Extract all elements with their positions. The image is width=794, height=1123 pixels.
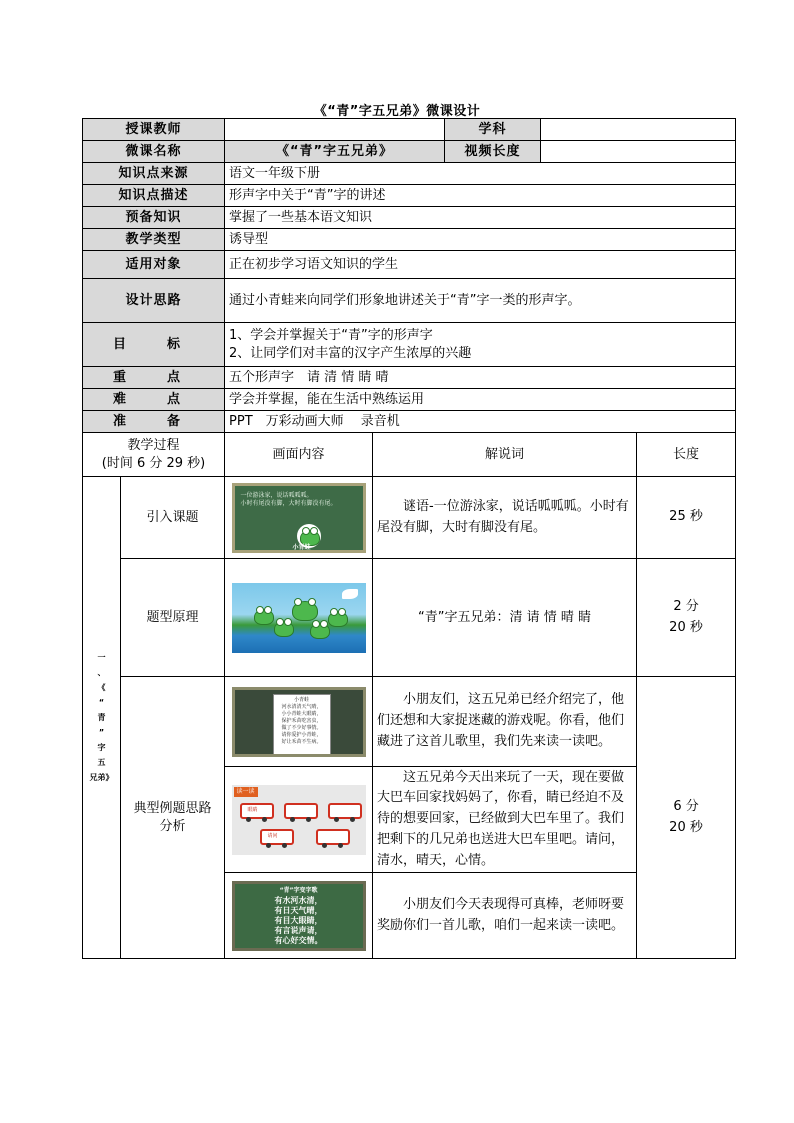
narration-intro: 谜语-一位游泳家，说话呱呱呱。小时有尾没有脚，大时有脚没有尾。 <box>373 477 637 559</box>
teacher-label: 授课教师 <box>83 119 225 141</box>
poem-slide-image <box>232 687 366 757</box>
stage-principle: 题型原理 <box>121 559 225 677</box>
narration-chalk: 小朋友们今天表现得可真棒，老师呀要奖励你们一首儿歌，咱们一起来读一读吧。 <box>373 873 637 959</box>
subject-label: 学科 <box>445 119 541 141</box>
goal-line-2: 2、让同学们对丰富的汉字产生浓厚的兴趣 <box>229 345 472 361</box>
section-char: 青 <box>97 713 106 722</box>
read-tag: 读一读 <box>234 787 258 797</box>
stage-analysis-line: 典型例题思路 <box>133 800 212 816</box>
type-label: 教学类型 <box>83 229 225 251</box>
chalkboard-text <box>235 884 363 946</box>
chalkboard-poem-image <box>232 881 366 951</box>
course-name-value: 《“青”字五兄弟》 <box>225 141 445 163</box>
process-header-line-1: 教学过程 <box>127 437 180 453</box>
process-header-line-2: (时间 6 分 29 秒) <box>101 455 206 471</box>
stage-intro: 引入课题 <box>121 477 225 559</box>
narration-principle: “青”字五兄弟：清 请 情 晴 睛 <box>373 559 637 677</box>
poem-line: 河水清清天气晴， <box>281 703 322 710</box>
length-intro-line: 25 秒 <box>669 509 703 525</box>
length-intro <box>637 477 736 559</box>
frog-icon <box>328 611 348 627</box>
section-char: 五 <box>97 758 106 767</box>
col-screen-header: 画面内容 <box>225 433 373 477</box>
frog-badge-label: 小青蛙 <box>292 543 311 551</box>
document-title: 《“青”字五兄弟》微课设计 <box>313 104 481 119</box>
poem-line: 做了不少好事情。 <box>281 724 322 731</box>
difficulty-label: 难 点 <box>83 389 225 411</box>
poem-line: 保护禾苗吃害虫， <box>281 717 322 724</box>
bird-icon <box>342 589 358 599</box>
bus-word: 请问 <box>267 832 278 839</box>
frog-icon <box>310 623 330 639</box>
audience-label: 适用对象 <box>83 251 225 279</box>
poem-card <box>273 694 331 757</box>
description-value: 形声字中关于“青”字的讲述 <box>225 185 736 207</box>
col-narration-header: 解说词 <box>373 433 637 477</box>
lesson-design-table <box>82 118 736 959</box>
frog-pond-scene-image <box>232 583 366 653</box>
riddle-slide-line: 一位游泳家，说话呱呱呱。 <box>240 491 313 499</box>
riddle-slide-text <box>235 486 363 514</box>
design-label: 设计思路 <box>83 279 225 323</box>
section-char: ” <box>98 728 105 737</box>
prereq-label: 预备知识 <box>83 207 225 229</box>
bus-word: 眼睛 <box>247 806 258 813</box>
prep-label: 准 备 <box>83 411 225 433</box>
stage-analysis-line: 分析 <box>159 818 186 834</box>
course-name-label: 微课名称 <box>83 141 225 163</box>
source-value: 语文一年级下册 <box>225 163 736 185</box>
thumb-cell-poem <box>225 677 373 767</box>
bus-icon <box>240 803 274 819</box>
key-value: 五个形声字 请 清 情 睛 晴 <box>225 367 736 389</box>
bus-icon <box>316 829 350 845</box>
riddle-slide-line: 小时有尾没有脚，大时有脚没有尾。 <box>240 499 337 507</box>
chalk-line: 有目大眼睛， <box>274 915 323 925</box>
thumb-cell-bus <box>225 767 373 873</box>
stage-analysis <box>121 677 225 959</box>
teacher-value <box>225 119 445 141</box>
chalk-line: 有日天气晴， <box>274 905 323 915</box>
poem-line: 请你爱护小青蛙， <box>281 731 322 738</box>
section-char: 《 <box>97 683 106 692</box>
section-char: “ <box>98 698 105 707</box>
video-length-label: 视频长度 <box>445 141 541 163</box>
length-principle-line: 20 秒 <box>669 619 703 635</box>
audience-value: 正在初步学习语文知识的学生 <box>225 251 736 279</box>
goal-value <box>225 323 736 367</box>
length-analysis <box>637 677 736 959</box>
section-char: 一 <box>97 653 106 662</box>
narration-poem: 小朋友们，这五兄弟已经介绍完了，他们还想和大家捉迷藏的游戏呢。你看，他们藏进了这首儿歌里，我们先来读一读吧。 <box>373 677 637 767</box>
length-principle <box>637 559 736 677</box>
source-label: 知识点来源 <box>83 163 225 185</box>
goal-label: 目 标 <box>83 323 225 367</box>
section-char: 字 <box>97 743 106 752</box>
bus-icon <box>284 803 318 819</box>
video-length-value <box>541 141 736 163</box>
col-length-header: 长度 <box>637 433 736 477</box>
chalk-line: 有言说声请， <box>274 925 323 935</box>
chalk-line: 有心好交情。 <box>274 935 323 945</box>
chalk-line: 有水河水清， <box>274 895 323 905</box>
section-char: 兄弟》 <box>89 773 114 782</box>
bus-icon <box>328 803 362 819</box>
riddle-slide-image <box>232 483 366 553</box>
thumb-cell-chalk <box>225 873 373 959</box>
poem-title: 小青蛙 <box>294 696 310 703</box>
subject-value <box>541 119 736 141</box>
difficulty-value: 学会并掌握，能在生活中熟练运用 <box>225 389 736 411</box>
thumb-cell-intro <box>225 477 373 559</box>
goal-line-1: 1、学会并掌握关于“青”字的形声字 <box>229 327 433 343</box>
bus-game-image <box>232 785 366 855</box>
description-label: 知识点描述 <box>83 185 225 207</box>
poem-line: 小小青蛙大眼睛， <box>281 710 322 717</box>
prep-value: PPT 万彩动画大师 录音机 <box>225 411 736 433</box>
process-header <box>83 433 225 477</box>
section-label <box>83 477 121 959</box>
section-char: 、 <box>97 668 106 677</box>
prereq-value: 掌握了一些基本语文知识 <box>225 207 736 229</box>
length-analysis-line: 6 分 <box>673 798 699 814</box>
bus-icon <box>260 829 294 845</box>
poem-line: 好让禾苗不生病。 <box>281 738 322 745</box>
frog-icon <box>274 621 294 637</box>
thumb-cell-principle <box>225 559 373 677</box>
frog-icon <box>292 601 318 621</box>
length-analysis-line: 20 秒 <box>669 819 703 835</box>
frog-icon <box>254 609 274 625</box>
narration-bus: 这五兄弟今天出来玩了一天，现在要做大巴车回家找妈妈了，你看，睛已经迫不及待的想要回家，已经做到大巴车里了。我们把剩下的几兄弟也送进大巴车里吧。请问，清水，晴天，心情。 <box>373 767 637 873</box>
chalk-title: “青”字变字歌 <box>279 886 318 894</box>
key-label: 重 点 <box>83 367 225 389</box>
length-principle-line: 2 分 <box>673 598 699 614</box>
type-value: 诱导型 <box>225 229 736 251</box>
design-value: 通过小青蛙来向同学们形象地讲述关于“青”字一类的形声字。 <box>225 279 736 323</box>
